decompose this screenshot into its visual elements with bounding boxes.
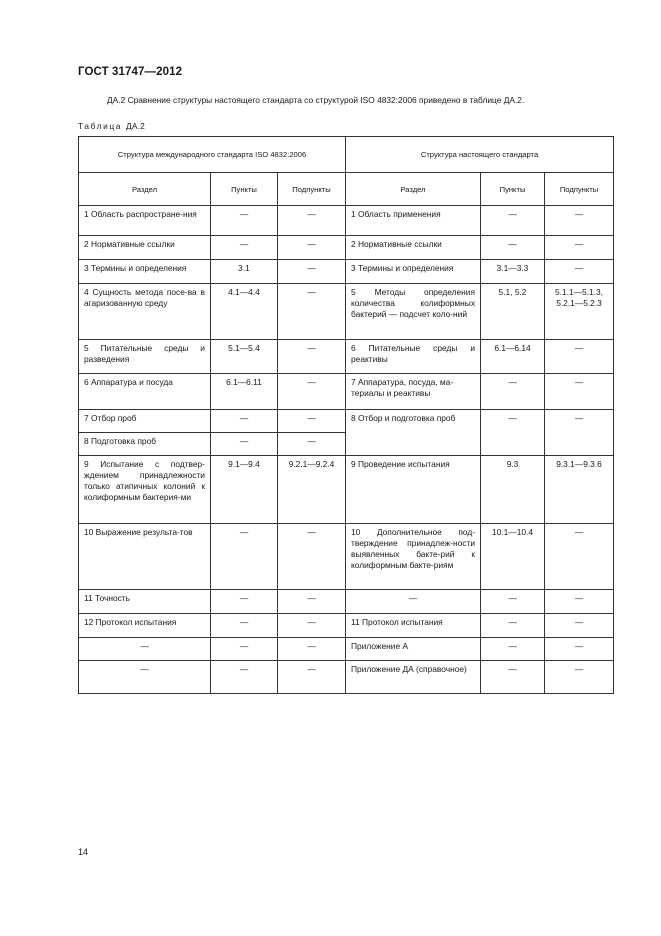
cell-left-points: — [211, 590, 278, 614]
table-row [79, 374, 614, 410]
cell-right-section: 10 Дополнительное под-тверждение принадлеж-ности выявленных бакте-рий к колиформным бакте-риям [346, 524, 481, 590]
cell-left-section: 10 Выражение результа-тов [79, 524, 211, 590]
cell-left-subpoints: — [278, 284, 346, 340]
table-row [79, 661, 614, 694]
cell-right-subpoints: — [545, 524, 614, 590]
cell-right-section: 1 Область применения [346, 206, 481, 236]
cell-right-section: Приложение А [346, 638, 481, 661]
cell-right-subpoints: — [545, 410, 614, 456]
cell-right-section: 3 Термины и определения [346, 260, 481, 284]
cell-right-subpoints: — [545, 614, 614, 638]
cell-left-subpoints: — [278, 260, 346, 284]
table-row [79, 340, 614, 374]
cell-left-subpoints: — [278, 340, 346, 374]
cell-right-points: 3.1—3.3 [481, 260, 545, 284]
cell-left-section: 12 Протокол испытания [79, 614, 211, 638]
group-header-national: Структура настоящего стандарта [346, 137, 614, 173]
cell-left-section: 7 Отбор проб [79, 410, 211, 433]
cell-right-points: 10.1—10.4 [481, 524, 545, 590]
cell-left-section: 8 Подготовка проб [79, 433, 211, 456]
cell-left-points: — [211, 614, 278, 638]
cell-right-points: — [481, 206, 545, 236]
cell-left-subpoints: — [278, 590, 346, 614]
col-header-points-right: Пункты [481, 173, 545, 206]
cell-right-section: 9 Проведение испытания [346, 456, 481, 524]
cell-right-points: — [481, 614, 545, 638]
cell-right-subpoints: — [545, 260, 614, 284]
table-row [79, 614, 614, 638]
cell-left-points: — [211, 206, 278, 236]
cell-right-subpoints: — [545, 638, 614, 661]
cell-right-subpoints: — [545, 206, 614, 236]
table-caption [78, 121, 145, 131]
cell-left-section: 9 Испытание с подтвер-ждением принадлежности только атипичных колоний к колиформным бактерия-ми [79, 456, 211, 524]
table-caption-label: Таблица [78, 121, 123, 131]
cell-right-points: 6.1—6.14 [481, 340, 545, 374]
cell-left-section: 4 Сущность метода посе-ва в агаризованную среду [79, 284, 211, 340]
cell-left-subpoints: — [278, 374, 346, 410]
table-row [79, 236, 614, 260]
table-row [79, 638, 614, 661]
cell-left-subpoints: — [278, 206, 346, 236]
cell-right-section: 7 Аппаратура, посуда, ма-териалы и реактивы [346, 374, 481, 410]
cell-left-points: 3.1 [211, 260, 278, 284]
cell-left-points: 9.1—9.4 [211, 456, 278, 524]
cell-left-points: — [211, 236, 278, 260]
cell-left-points: — [211, 433, 278, 456]
cell-right-points: 9.3 [481, 456, 545, 524]
cell-left-subpoints: — [278, 236, 346, 260]
cell-right-subpoints: — [545, 340, 614, 374]
cell-right-subpoints: — [545, 590, 614, 614]
cell-left-points: 6.1—6.11 [211, 374, 278, 410]
cell-right-subpoints: 5.1.1—5.1.3, 5.2.1—5.2.3 [545, 284, 614, 340]
table-row [79, 590, 614, 614]
cell-left-subpoints: — [278, 410, 346, 433]
cell-left-section: 2 Нормативные ссылки [79, 236, 211, 260]
cell-right-section: 6 Питательные среды и реактивы [346, 340, 481, 374]
group-header-international: Структура международного стандарта ISO 4832:2006 [79, 137, 346, 173]
cell-right-points: — [481, 638, 545, 661]
cell-left-points: — [211, 524, 278, 590]
cell-left-points: 5.1—5.4 [211, 340, 278, 374]
intro-paragraph: ДА.2 Сравнение структуры настоящего стандарта со структурой ISO 4832:2006 приведено в таблице ДА.2. [107, 95, 525, 105]
cell-left-section: 1 Область распростране-ния [79, 206, 211, 236]
table-row [79, 410, 614, 433]
cell-left-points: — [211, 410, 278, 433]
table-row [79, 456, 614, 524]
cell-left-subpoints: — [278, 614, 346, 638]
table-row [79, 284, 614, 340]
page-number: 14 [78, 847, 89, 857]
cell-right-points: 5.1, 5.2 [481, 284, 545, 340]
cell-right-subpoints: 9.3.1—9.3.6 [545, 456, 614, 524]
cell-right-section: 8 Отбор и подготовка проб [346, 410, 481, 456]
cell-right-subpoints: — [545, 374, 614, 410]
cell-left-section: 11 Точность [79, 590, 211, 614]
cell-right-points: — [481, 374, 545, 410]
cell-right-section: 11 Протокол испытания [346, 614, 481, 638]
table-row [79, 260, 614, 284]
cell-right-subpoints: — [545, 236, 614, 260]
cell-left-subpoints: — [278, 661, 346, 694]
document-title: ГОСТ 31747—2012 [78, 66, 183, 78]
cell-right-points: — [481, 661, 545, 694]
cell-left-points: — [211, 638, 278, 661]
table-column-header-row [79, 173, 614, 206]
col-header-section-right: Раздел [346, 173, 481, 206]
cell-right-subpoints: — [545, 661, 614, 694]
cell-left-section: — [79, 661, 211, 694]
cell-right-points: — [481, 236, 545, 260]
cell-right-points: — [481, 410, 545, 456]
col-header-subpoints-left: Подпункты [278, 173, 346, 206]
cell-right-points: — [481, 590, 545, 614]
cell-left-section: — [79, 638, 211, 661]
cell-left-points: — [211, 661, 278, 694]
table-group-header-row [79, 137, 614, 173]
cell-left-subpoints: — [278, 638, 346, 661]
cell-left-section: 3 Термины и определения [79, 260, 211, 284]
cell-left-subpoints: — [278, 524, 346, 590]
col-header-section-left: Раздел [79, 173, 211, 206]
cell-left-subpoints: 9.2.1—9.2.4 [278, 456, 346, 524]
cell-right-section: 2 Нормативные ссылки [346, 236, 481, 260]
cell-right-section: 5 Методы определения количества колиформных бактерий — подсчет коло-ний [346, 284, 481, 340]
cell-left-points: 4.1—4.4 [211, 284, 278, 340]
cell-right-section: — [346, 590, 481, 614]
table-caption-number: ДА.2 [125, 121, 146, 131]
cell-left-section: 5 Питательные среды и разведения [79, 340, 211, 374]
structure-comparison-table [78, 136, 614, 694]
col-header-subpoints-right: Подпункты [545, 173, 614, 206]
cell-right-section: Приложение ДА (справочное) [346, 661, 481, 694]
cell-left-section: 6 Аппаратура и посуда [79, 374, 211, 410]
table-row [79, 524, 614, 590]
col-header-points-left: Пункты [211, 173, 278, 206]
table-row [79, 206, 614, 236]
cell-left-subpoints: — [278, 433, 346, 456]
